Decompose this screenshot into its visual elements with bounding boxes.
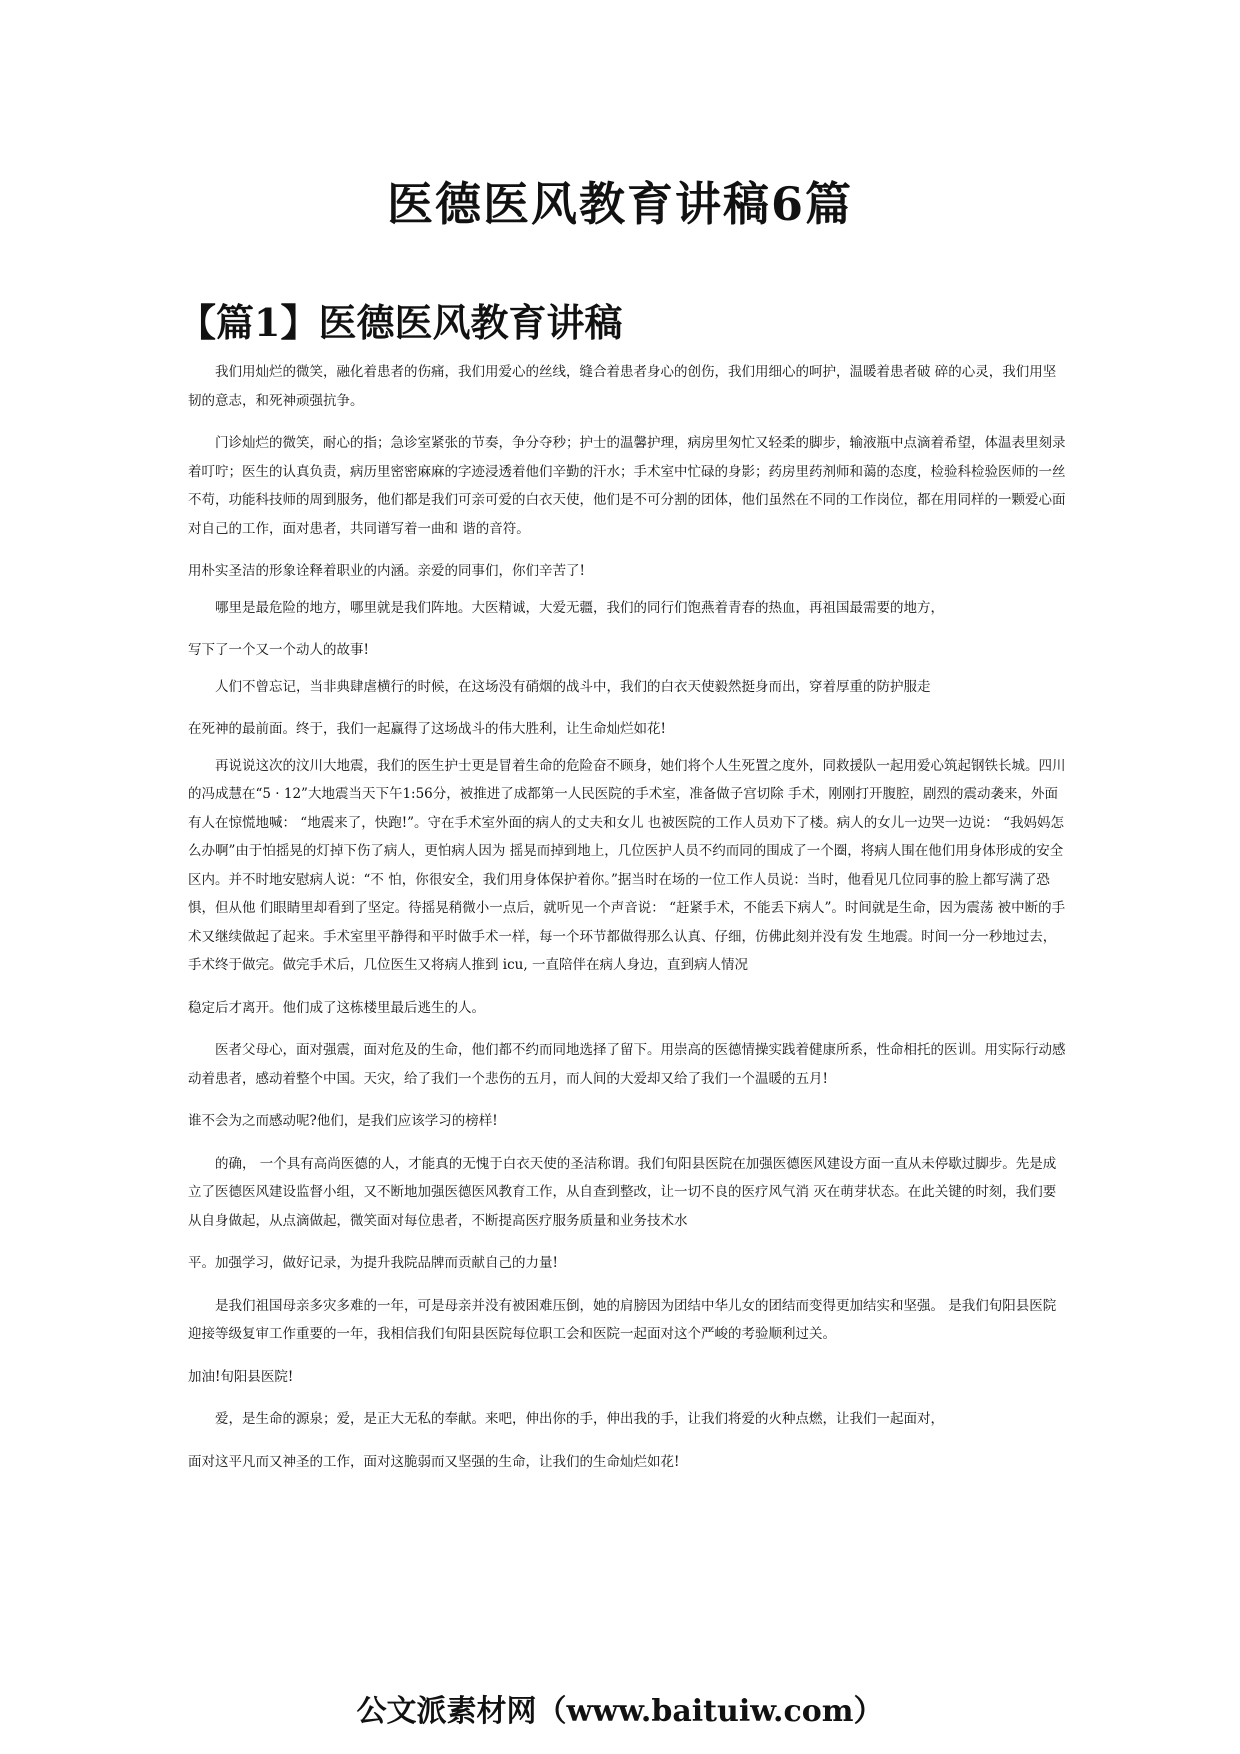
paragraph: 谁不会为之而感动呢?他们，是我们应该学习的榜样! (188, 1113, 498, 1129)
paragraph: 爱，是生命的源泉；爱，是正大无私的奉献。来吧，伸出你的手，伸出我的手，让我们将爱的火种点燃，让我们一起面对， (215, 1411, 944, 1427)
paragraph: 再说说这次的汶川大地震，我们的医生护士更是冒着生命的危险奋不顾身，她们将个人生死置之度外，同救援队一起用爱心筑起钢铁长城。四川的冯成慧在“5 · 12”大地震当天下午1:56分，被推进了成都第一人民医院的手术室，准备做子宫切除 手术，刚刚打开腹腔，剧烈的震动袭来，外面有人在惊慌地喊： “地震来了，快跑!”。守在手术室外面的病人的丈夫和女儿 也被医院的工作人员劝下了楼。病人的女儿一边哭一边说： “我妈妈怎么办啊”由于怕摇晃的灯掉下伤了病人，更怕病人因为 摇晃而掉到地上，几位医护人员不约而同的围成了一个圈，将病人围在他们用身体形成的安全区内。并不时地安慰病人说：“不 怕，你很安全，我们用身体保护着你。”据当时在场的一位工作人员说：当时，他看见几位同事的脸上都写满了恐惧，但从他 们眼睛里却看到了坚定。待摇晃稍微小一点后，就听见一个声音说： “赶紧手术，不能丢下病人”。时间就是生命，因为震荡 被中断的手术又继续做起了起来。手术室里平静得和平时做手术一样，每一个环节都做得那么认真、仔细，仿佛此刻并没有发 生地震。时间一分一秒地过去，手术终于做完。做完手术后，几位医生又将病人推到 icu, 一直陪伴在病人身边，直到病人情况 (188, 757, 1066, 973)
section-heading: 【篇1】医德医风教育讲稿 (178, 300, 623, 345)
paragraph: 是我们祖国母亲多灾多难的一年，可是母亲并没有被困难压倒，她的肩膀因为团结中华儿女的团结而变得更加结实和坚强。 是我们旬阳县医院迎接等级复审工作重要的一年，我相信我们旬阳县医院每位职工会和医院一起面对这个严峻的考验顺利过关。 (188, 1297, 1057, 1342)
footer-source-link[interactable]: 公文派素材网（www.baituiw.com） (356, 1694, 884, 1729)
paragraph: 在死神的最前面。终于，我们一起赢得了这场战斗的伟大胜利，让生命灿烂如花! (188, 721, 666, 737)
paragraph: 平。加强学习，做好记录，为提升我院品牌而贡献自己的力量! (188, 1255, 558, 1271)
paragraph: 用朴实圣洁的形象诠释着职业的内涵。亲爱的同事们，你们辛苦了! (188, 563, 585, 579)
paragraph: 哪里是最危险的地方，哪里就是我们阵地。大医精诚，大爱无疆，我们的同行们饱燕着青春的热血，再祖国最需要的地方， (215, 599, 944, 616)
paragraph: 医者父母心，面对强震，面对危及的生命，他们都不约而同地选择了留下。用崇高的医德情操实践着健康所系，性命相托的医训。用实际行动感动着患者，感动着整个中国。天灾，给了我们一个悲伤的五月，而人间的大爱却又给了我们一个温暖的五月! (188, 1042, 1066, 1087)
document-body (188, 358, 1066, 1476)
document-title: 医德医风教育讲稿6篇 (386, 177, 853, 231)
paragraph: 加油!旬阳县医院! (188, 1368, 294, 1385)
paragraph: 门诊灿烂的微笑，耐心的指；急诊室紧张的节奏，争分夺秒；护士的温馨护理，病房里匆忙又轻柔的脚步，输液瓶中点滴着希望，体温表里刻录着叮咛；医生的认真负责，病历里密密麻麻的字迹浸透着他们辛勤的汗水；手术室中忙碌的身影；药房里药剂师和蔼的态度，检验科检验医师的一丝不苟，功能科技师的周到服务，他们都是我们可亲可爱的白衣天使，他们是不可分割的团体，他们虽然在不同的工作岗位，都在用同样的一颗爱心面对自己的工作，面对患者，共同谱写着一曲和 谐的音符。 (188, 435, 1066, 537)
paragraph: 写下了一个又一个动人的故事! (188, 642, 369, 658)
paragraph: 稳定后才离开。他们成了这栋楼里最后逃生的人。 (188, 999, 485, 1016)
paragraph: 人们不曾忘记，当非典肆虐横行的时候，在这场没有硝烟的战斗中，我们的白衣天使毅然挺身而出，穿着厚重的防护服走 (215, 678, 931, 695)
paragraph: 我们用灿烂的微笑，融化着患者的伤痛，我们用爱心的丝线，缝合着患者身心的创伤，我们用细心的呵护，温暖着患者破 碎的心灵，我们用坚韧的意志，和死神顽强抗争。 (188, 364, 1057, 409)
paragraph: 的确， 一个具有高尚医德的人，才能真的无愧于白衣天使的圣洁称谓。我们旬阳县医院在加强医德医风建设方面一直从未停歇过脚步。先是成立了医德医风建设监督小组，又不断地加强医德医风教育工作，从自查到整改，让一切不良的医疗风气消 灭在萌芽状态。在此关键的时刻，我们要从自身做起，从点滴做起，微笑面对每位患者，不断提高医疗服务质量和业务技术水 (188, 1155, 1057, 1229)
paragraph: 面对这平凡而又神圣的工作，面对这脆弱而又坚强的生命，让我们的生命灿烂如花! (188, 1453, 680, 1470)
